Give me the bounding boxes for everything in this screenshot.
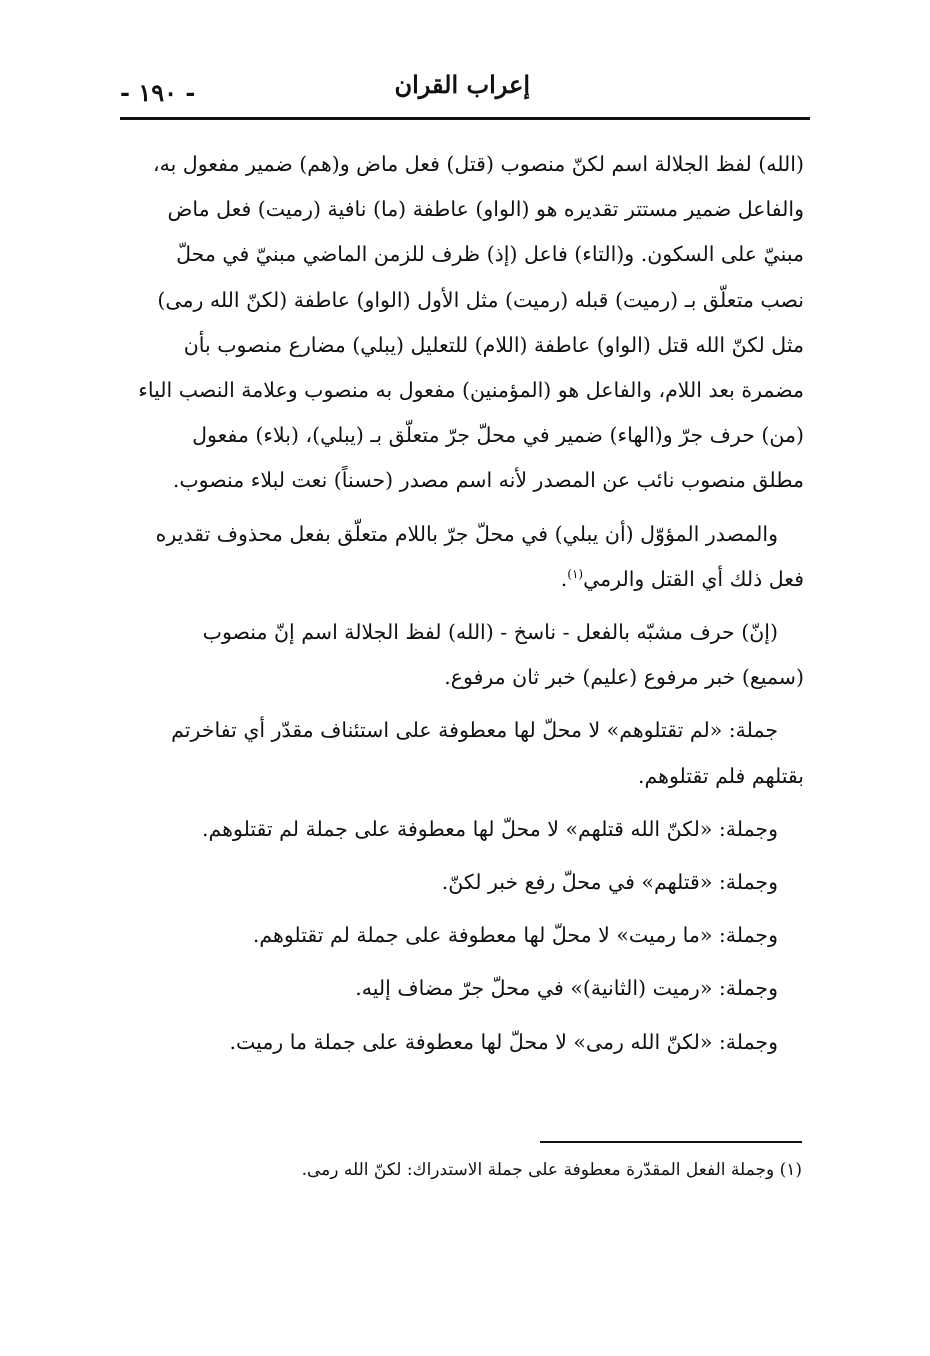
page-number: - ١٩٠ - bbox=[120, 78, 196, 107]
paragraph: (إنّ) حرف مشبّه بالفعل - ناسخ - (الله) لفظ الجلالة اسم إنّ منصوب (سميع) خبر مرفوع (عليم) خبر ثان مرفوع. bbox=[202, 620, 804, 690]
footnote-marker: (١) bbox=[567, 567, 584, 581]
paragraph-tail: . bbox=[560, 566, 568, 591]
page-header bbox=[120, 60, 810, 116]
page-title: إعراب القران bbox=[394, 70, 530, 99]
paragraph: وجملة: «رميت (الثانية)» في محلّ جرّ مضاف إليه. bbox=[355, 976, 778, 1001]
paragraph: وجملة: «قتلهم» في محلّ رفع خبر لكنّ. bbox=[441, 870, 778, 895]
main-text bbox=[136, 142, 804, 1073]
paragraph bbox=[136, 512, 804, 602]
paragraph: وجملة: «لكنّ الله قتلهم» لا محلّ لها معطوفة على جملة لم تقتلوهم. bbox=[202, 816, 778, 841]
paragraph: وجملة: «ما رميت» لا محلّ لها معطوفة على جملة لم تقتلوهم. bbox=[252, 923, 778, 948]
paragraph: (الله) لفظ الجلالة اسم لكنّ منصوب (قتل) فعل ماض و(هم) ضمير مفعول به، والفاعل ضمير مستتر تقديره هو (الواو) عاطفة (ما) نافية (رميت) فعل ماض مبنيّ على السكون. و(التاء) فاعل (إذ) ظرف للزمن الماضي مبنيّ في محلّ نصب متعلّق بـ (رميت) قبله (رميت) مثل الأول (الواو) عاطفة (لكنّ الله رمى) مثل لكنّ الله قتل (الواو) عاطفة (اللام) للتعليل (يبلي) مضارع منصوب بأن مضمرة بعد اللام، والفاعل هو (المؤمنين) مفعول به منصوب وعلامة النصب الياء (من) حرف جرّ و(الهاء) ضمير في محلّ جرّ متعلّق بـ (يبلي)، (بلاء) مفعول مطلق منصوب نائب عن المصدر لأنه اسم مصدر (حسناً) نعت لبلاء منصوب. bbox=[138, 152, 804, 493]
footnote: (١) وجملة الفعل المقدّرة معطوفة على جملة الاستدراك: لكنّ الله رمى. bbox=[301, 1160, 802, 1180]
paragraph-text: والمصدر المؤوّل (أن يبلي) في محلّ جرّ باللام متعلّق بفعل محذوف تقديره فعل ذلك أي القتل والرمي bbox=[155, 521, 804, 591]
paragraph: وجملة: «لكنّ الله رمى» لا محلّ لها معطوفة على جملة ما رميت. bbox=[229, 1029, 778, 1054]
footnote-rule bbox=[540, 1141, 802, 1143]
header-rule bbox=[120, 117, 810, 120]
paragraph: جملة: «لم تقتلوهم» لا محلّ لها معطوفة على استئناف مقدّر أي تفاخرتم بقتلهم فلم تقتلوهم. bbox=[171, 718, 804, 788]
